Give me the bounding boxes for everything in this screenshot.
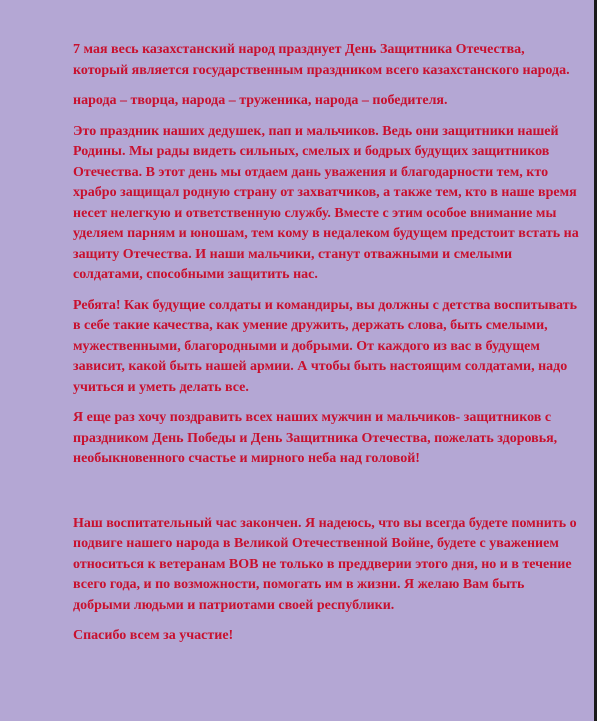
paragraph-holiday: Это праздник наших дедушек, пап и мальчиков. Ведь они защитники нашей Родины. Мы рады видеть сильных, смелых и бодрых будущих защитников Отечества. В этот день мы отдаем дань уважения и благодарности тем, кто храбро защищал родную страну от захватчиков, а также тем, кто в наше время несет нелегкую и ответственную службу. Вместе с этим особое внимание мы уделяем парням и юношам, тем кому в недалеком будущем предстоит встать на защиту Отечества. И наши мальчики, станут отважными и смелыми солдатами, способными защитить нас. (73, 123, 579, 282)
paragraph-children: Ребята! Как будущие солдаты и командиры, вы должны с детства воспитывать в себе такие качества, как умение дружить, держать слова, быть смелыми, мужественными, благородными и добрыми. От каждого из вас в будущем зависит, какой быть нашей армии. А чтобы быть настоящим солдатами, надо учиться и уметь делать все. (73, 297, 577, 395)
paragraph-conclusion: Наш воспитательный час закончен. Я надеюсь, что вы всегда будете помнить о подвиге нашего народа в Великой Отечественной Войне, будете с уважением относиться к ветеранам ВОВ не только в преддверии этого дня, но и в течение всего года, и по возможности, помогать им в жизни. Я желаю Вам быть добрыми людьми и патриотами своей республики. (73, 515, 577, 613)
paragraph-people: народа – творца, народа – труженика, народа – победителя. (73, 93, 448, 108)
paragraph-intro: 7 мая весь казахстанский народ празднует День Защитника Отечества, который является государственным праздником всего казахстанского народа. (73, 42, 570, 78)
document-body (73, 40, 583, 657)
paragraph-congratulation: Я еще раз хочу поздравить всех наших мужчин и мальчиков- защитников с праздником День Победы и День Защитника Отечества, пожелать здоровья, необыкновенного счастье и мирного неба над головой! (73, 410, 558, 466)
paragraph-thanks: Спасибо всем за участие! (73, 628, 234, 643)
